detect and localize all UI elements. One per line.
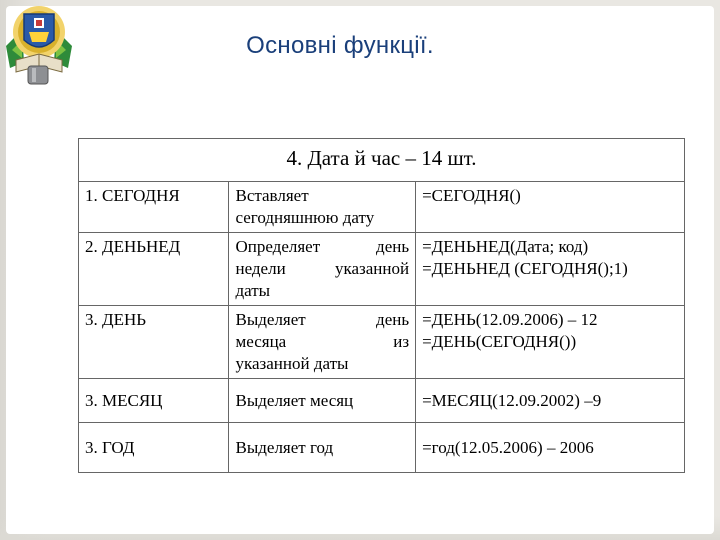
function-description [229, 306, 416, 379]
function-example [416, 233, 685, 306]
university-crest-icon [2, 2, 76, 86]
table-row [79, 423, 685, 473]
function-description [229, 379, 416, 423]
function-name: 2. ДЕНЬНЕД [79, 233, 229, 306]
table-header: 4. Дата й час – 14 шт. [79, 139, 685, 182]
function-example [416, 423, 685, 473]
function-description [229, 233, 416, 306]
table-row [79, 306, 685, 379]
example-line: =ДЕНЬНЕД (СЕГОДНЯ();1) [422, 259, 628, 278]
description-line: Выделяет год [235, 438, 334, 457]
example-line: =МЕСЯЦ(12.09.2002) –9 [422, 391, 602, 410]
description-line: даты [235, 281, 271, 300]
function-example [416, 182, 685, 233]
table-row [79, 379, 685, 423]
table-row [79, 233, 685, 306]
function-example [416, 379, 685, 423]
description-line: недели указанной [235, 259, 410, 278]
description-line: Вставляет [235, 186, 309, 205]
description-line: сегодняшнюю дату [235, 208, 375, 227]
function-name: 3. ДЕНЬ [79, 306, 229, 379]
functions-table [78, 138, 685, 473]
description-line: Выделяет месяц [235, 391, 354, 410]
function-name: 3. ГОД [79, 423, 229, 473]
example-line: =ДЕНЬНЕД(Дата; код) [422, 237, 589, 256]
table-header-row [79, 139, 685, 182]
example-line: =ДЕНЬ(СЕГОДНЯ()) [422, 332, 577, 351]
example-line: =СЕГОДНЯ() [422, 186, 521, 205]
description-line: Выделяет день [235, 310, 410, 329]
function-description [229, 423, 416, 473]
function-example [416, 306, 685, 379]
function-name: 3. МЕСЯЦ [79, 379, 229, 423]
description-line: указанной даты [235, 354, 349, 373]
example-line: =ДЕНЬ(12.09.2006) – 12 [422, 310, 598, 329]
description-line: месяца из [235, 332, 410, 351]
table-row [79, 182, 685, 233]
example-line: =год(12.05.2006) – 2006 [422, 438, 594, 457]
function-description [229, 182, 416, 233]
function-name: 1. СЕГОДНЯ [79, 182, 229, 233]
description-line: Определяет день [235, 237, 410, 256]
page-title: Основні функції. [246, 32, 434, 59]
